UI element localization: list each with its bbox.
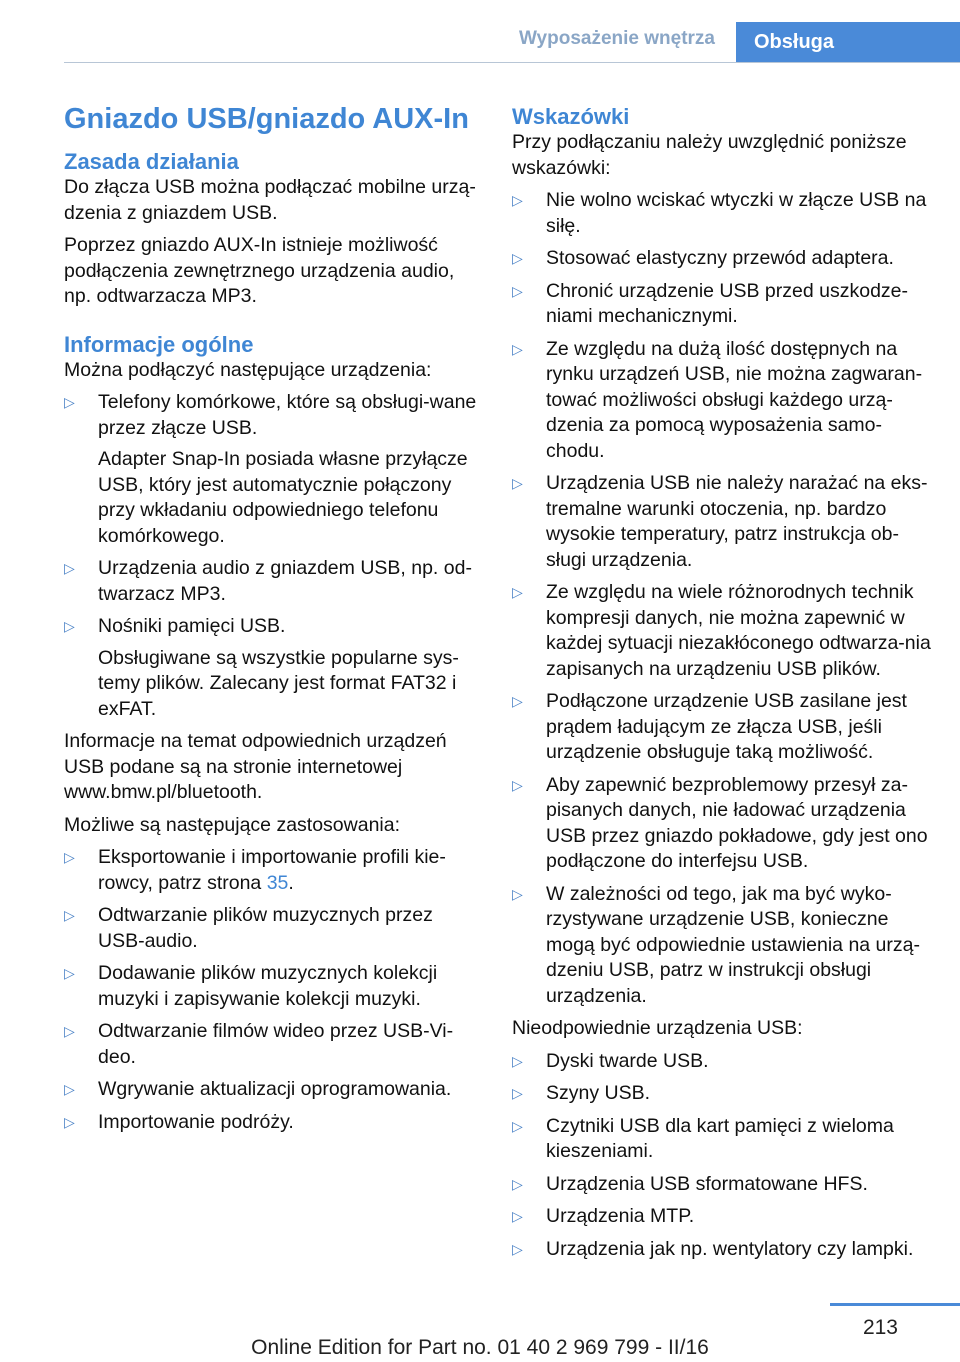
list-item (512, 882, 932, 1010)
paragraph: Możliwe są następujące zastosowania: (64, 813, 401, 836)
triangle-bullet-icon: ▷ (64, 1023, 75, 1039)
list-item (64, 390, 478, 549)
list-item (512, 580, 932, 682)
list-item (512, 279, 932, 330)
triangle-bullet-icon: ▷ (512, 340, 523, 357)
list-item-text: Szyny USB. (546, 1082, 651, 1104)
list-item-text: Podłączone urządzenie USB zasilane jest prądem ładującym ze złącza USB, jeśli urządzenie obsługuje taką możliwość. (546, 690, 907, 763)
triangle-bullet-icon: ▷ (512, 693, 523, 709)
list-item-text: Nie wolno wciskać wtyczki w złącze USB na siłę. (546, 189, 927, 237)
footer-edition: Online Edition for Part no. 01 40 2 969 799 - II/16 (251, 1336, 709, 1359)
list-item (64, 961, 478, 1012)
triangle-bullet-icon: ▷ (512, 1208, 523, 1224)
triangle-bullet-icon: ▷ (512, 1085, 523, 1101)
uses-list (64, 845, 478, 1135)
triangle-bullet-icon: ▷ (64, 394, 75, 410)
list-item-text: Dyski twarde USB. (546, 1049, 709, 1072)
paragraph: Nieodpowiednie urządzenia USB: (512, 1017, 803, 1039)
list-item (64, 1077, 478, 1103)
list-item-note: Adapter Snap-In posiada własne przyłącze USB, który jest automatycznie połączony przy wkładaniu odpowiedniego telefonu komórkowego. (98, 448, 468, 547)
list-item (512, 1204, 932, 1230)
triangle-bullet-icon: ▷ (64, 1081, 75, 1097)
right-column (512, 104, 932, 1269)
triangle-bullet-icon: ▷ (64, 849, 75, 865)
device-list (64, 390, 478, 722)
triangle-bullet-icon: ▷ (512, 1175, 523, 1192)
list-item (64, 1110, 478, 1136)
list-item-note: Obsługiwane są wszystkie popularne sys‐temy plików. Zalecany jest format FAT32 i exFAT. (98, 646, 459, 720)
triangle-bullet-icon: ▷ (64, 1113, 75, 1130)
list-item (64, 1019, 478, 1070)
footer-accent-bar (830, 1303, 960, 1306)
list-item (512, 188, 932, 239)
list-item-text: Urządzenia MTP. (546, 1205, 695, 1227)
tips-list (512, 188, 932, 1009)
list-item-text: Eksportowanie i importowanie profili kie‐rowcy, patrz strona (98, 846, 446, 894)
triangle-bullet-icon: ▷ (512, 282, 523, 299)
triangle-bullet-icon: ▷ (512, 1240, 523, 1257)
list-item-text: Odtwarzanie plików muzycznych przez USB-audio. (98, 904, 433, 952)
list-item (64, 556, 478, 607)
list-item-text: Urządzenia audio z gniazdem USB, np. od‐twarzacz MP3. (98, 557, 472, 605)
list-item-text: Telefony komórkowe, które są obsługi‐wane przez złącze USB. (98, 391, 477, 439)
triangle-bullet-icon: ▷ (512, 885, 523, 902)
page-title: Gniazdo USB/gniazdo AUX-In (64, 103, 469, 135)
triangle-bullet-icon: ▷ (512, 250, 523, 266)
list-item (512, 1237, 932, 1263)
page-reference-link[interactable]: 35 (266, 871, 289, 894)
triangle-bullet-icon: ▷ (512, 475, 523, 491)
paragraph: Do złącza USB można podłączać mobilne urzą‐dzenia z gniazdem USB. (64, 176, 476, 224)
header-tab: Obsługa (736, 22, 960, 63)
list-item-text: Ze względu na wiele różnorodnych technik kompresji danych, nie można zapewnić w każdej sytuacji niezakłóconego odtwarza‐nia zapisanych na urządzeniu USB plików. (546, 581, 931, 680)
list-item-text: Stosować elastyczny przewód adaptera. (546, 247, 894, 269)
triangle-bullet-icon: ▷ (512, 584, 523, 600)
triangle-bullet-icon: ▷ (64, 907, 75, 923)
paragraph: Poprzez gniazdo AUX-In istnieje możliwość podłączenia zewnętrznego urządzenia audio, np. odtwarzacza MP3. (64, 234, 455, 307)
list-item-text: Urządzenia USB sformatowane HFS. (546, 1172, 868, 1195)
list-item-text: W zależności od tego, jak ma być wyko‐rzystywane urządzenie USB, konieczne mogą być odpowiednie ustawienia na urzą‐dzeniu USB, patrz w instrukcji obsługi urządzenia. (546, 882, 920, 1007)
triangle-bullet-icon: ▷ (512, 1117, 523, 1134)
footer-divider (0, 1303, 960, 1304)
list-item (512, 1049, 932, 1075)
triangle-bullet-icon: ▷ (64, 618, 75, 634)
list-item-text: Urządzenia USB nie należy narażać na eks‐tremalne warunki otoczenia, np. bardzo wysokie temperatury, patrz instrukcja ob‐sługi urządzenia. (546, 472, 928, 571)
list-item (512, 471, 932, 573)
list-item (512, 773, 932, 875)
paragraph: Można podłączyć następujące urządzenia: (64, 358, 432, 381)
paragraph: Przy podłączaniu należy uwzględnić poniższe wskazówki: (512, 131, 907, 179)
heading-principle: Zasada działania (64, 149, 239, 174)
heading-tips: Wskazówki (512, 104, 630, 129)
list-item-text: Czytniki USB dla kart pamięci z wieloma kieszeniami. (546, 1114, 894, 1162)
list-item-text: Odtwarzanie filmów wideo przez USB-Vi‐deo. (98, 1020, 454, 1068)
unsuitable-list (512, 1049, 932, 1263)
triangle-bullet-icon: ▷ (512, 192, 523, 208)
triangle-bullet-icon: ▷ (512, 776, 523, 793)
list-item-text: Importowanie podróży. (98, 1110, 294, 1133)
list-item-text: Chronić urządzenie USB przed uszkodze‐niami mechanicznymi. (546, 279, 909, 327)
list-item (512, 689, 932, 766)
list-item-text: Nośniki pamięci USB. (98, 615, 286, 637)
left-column (64, 104, 478, 1142)
triangle-bullet-icon: ▷ (64, 965, 75, 981)
list-item (512, 337, 932, 465)
header-section-title: Wyposażenie wnętrza (518, 28, 715, 49)
list-item (64, 903, 478, 954)
list-item (64, 614, 478, 722)
list-item-text: Urządzenia jak np. wentylatory czy lampki. (546, 1237, 914, 1260)
page-number: 213 (862, 1316, 898, 1339)
paragraph: Informacje na temat odpowiednich urządzeń USB podane są na stronie internetowej www.bmw.pl/bluetooth. (64, 730, 447, 803)
list-item: ▷ Eksportowanie i importowanie profili kie‐rowcy, patrz strona 35. (64, 846, 446, 894)
list-item (512, 1114, 932, 1165)
triangle-bullet-icon: ▷ (64, 560, 75, 576)
list-item-text: Wgrywanie aktualizacji oprogramowania. (98, 1078, 452, 1100)
header-divider (64, 62, 960, 63)
heading-general: Informacje ogólne (64, 331, 254, 357)
list-item (512, 246, 932, 272)
list-item (512, 1172, 932, 1198)
triangle-bullet-icon: ▷ (512, 1052, 523, 1069)
list-item-text: Aby zapewnić bezproblemowy przesył za‐pisanych danych, nie ładować urządzenia USB przez gniazdo pokładowe, gdy jest ono podłączone do interfejsu USB. (546, 773, 928, 872)
list-item-text: Ze względu na dużą ilość dostępnych na rynku urządzeń USB, nie można zagwaran‐tować możliwości obsługi każdego urzą‐dzenia za pomocą wyposażenia samo‐chodu. (546, 337, 923, 462)
list-item-text: Dodawanie plików muzycznych kolekcji muzyki i zapisywanie kolekcji muzyki. (98, 962, 438, 1010)
list-item (512, 1081, 932, 1107)
